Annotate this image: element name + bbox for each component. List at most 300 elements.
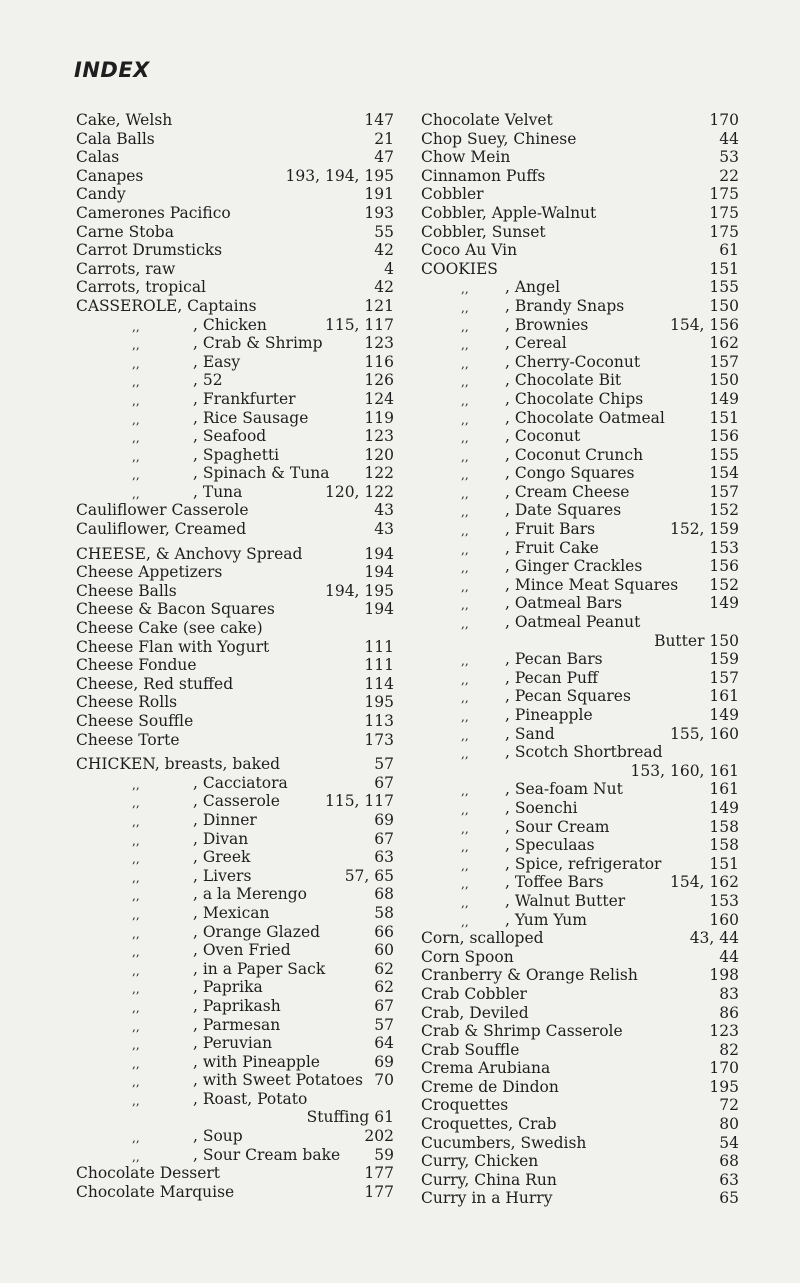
entry-label: Cucumbers, Swedish [421, 1133, 587, 1152]
entry-label: Croquettes, Crab [421, 1115, 557, 1134]
entry-page-numbers: 21 [374, 129, 394, 148]
index-entry [76, 867, 394, 886]
index-entry [76, 619, 394, 638]
entry-page-numbers: 162 [709, 334, 739, 353]
entry-label: , in a Paper Sack [193, 959, 326, 978]
entry-label: Curry in a Hurry [421, 1189, 553, 1208]
ditto-mark: ,, [461, 282, 469, 297]
index-entry [76, 204, 394, 223]
ditto-mark: ,, [132, 393, 140, 408]
ditto-mark: ,, [461, 728, 469, 743]
entry-page-numbers: 72 [719, 1096, 739, 1115]
entry-page-numbers: 43, 44 [689, 929, 739, 948]
entry-page-numbers: 53 [719, 148, 739, 167]
ditto-mark: ,, [132, 468, 140, 483]
entry-label: Cheese Cake (see cake) [76, 619, 263, 638]
entry-label: Camerones Pacifico [76, 203, 231, 222]
index-entry [76, 1053, 394, 1072]
entry-page-numbers: 68 [374, 885, 394, 904]
entry-page-numbers: 194 [364, 544, 394, 563]
entry-label: , Oven Fried [193, 941, 291, 960]
ditto-mark: ,, [132, 431, 140, 446]
ditto-mark: ,, [132, 777, 140, 792]
entry-label: CHICKEN, breasts, baked [76, 755, 281, 774]
entry-page-numbers: 173 [364, 730, 394, 749]
entry-page-numbers: 152 [709, 575, 739, 594]
ditto-mark: ,, [132, 963, 140, 978]
index-entry [76, 1108, 394, 1127]
index-entry [76, 278, 394, 297]
index-entry [421, 873, 739, 892]
index-entry [421, 687, 739, 706]
entry-page-numbers: 120, 122 [324, 482, 394, 501]
entry-page-numbers: 149 [709, 594, 739, 613]
ditto-mark: ,, [132, 1075, 140, 1090]
index-entry [421, 334, 739, 353]
entry-label: Cobbler, Apple-Walnut [421, 203, 597, 222]
entry-label: Curry, Chicken [421, 1152, 539, 1171]
entry-page-numbers: 156 [709, 427, 739, 446]
entry-page-numbers: 63 [374, 848, 394, 867]
entry-page-numbers: 111 [364, 656, 394, 675]
index-entry [421, 557, 739, 576]
entry-page-numbers: 177 [364, 1164, 394, 1183]
index-entry [421, 1171, 739, 1190]
entry-page-numbers: 151 [709, 854, 739, 873]
ditto-mark: ,, [132, 889, 140, 904]
index-entry [76, 130, 394, 149]
index-entry [76, 409, 394, 428]
index-column-left [76, 111, 394, 1201]
index-entry [421, 1004, 739, 1023]
ditto-mark: ,, [132, 1056, 140, 1071]
index-entry [76, 656, 394, 675]
entry-label: , Fruit Bars [505, 520, 596, 539]
ditto-mark: ,, [132, 833, 140, 848]
index-entry [76, 638, 394, 657]
entry-page-numbers: 4 [384, 259, 394, 278]
entry-label: , Mexican [193, 903, 270, 922]
index-entry [421, 316, 739, 335]
index-entry [76, 811, 394, 830]
entry-label: Crab, Deviled [421, 1003, 529, 1022]
entry-page-numbers: 195 [709, 1077, 739, 1096]
entry-page-numbers: 123 [364, 427, 394, 446]
index-entry [76, 693, 394, 712]
index-entry [421, 501, 739, 520]
index-entry [421, 539, 739, 558]
entry-label: Chow Mein [421, 148, 511, 167]
entry-page-numbers: 149 [709, 706, 739, 724]
ditto-mark: ,, [132, 1019, 140, 1034]
entry-page-numbers: 67 [374, 829, 394, 848]
index-entry [421, 1189, 739, 1208]
entry-page-numbers: 191 [364, 185, 394, 204]
index-entry [76, 167, 394, 186]
entry-page-numbers: 177 [364, 1182, 394, 1201]
index-entry [421, 966, 739, 985]
ditto-mark: ,, [461, 319, 469, 334]
index-entry [421, 1022, 739, 1041]
entry-label: Cake, Welsh [76, 111, 173, 129]
index-entry [421, 1115, 739, 1134]
entry-page-numbers: 65 [719, 1189, 739, 1208]
ditto-mark: ,, [461, 821, 469, 836]
entry-page-numbers: 62 [374, 959, 394, 978]
entry-page-numbers: 42 [374, 241, 394, 260]
ditto-mark: ,, [132, 945, 140, 960]
entry-page-numbers: 43 [374, 520, 394, 539]
ditto-mark: ,, [461, 617, 469, 632]
entry-page-numbers: 54 [719, 1133, 739, 1152]
entry-label: , Roast, Potato [193, 1089, 308, 1108]
entry-label: , Orange Glazed [193, 922, 321, 941]
entry-label: Crema Arubiana [421, 1059, 551, 1078]
entry-label: COOKIES [421, 259, 498, 278]
entry-label: , Speculaas [505, 836, 595, 855]
entry-page-numbers: 159 [709, 650, 739, 669]
ditto-mark: ,, [461, 412, 469, 427]
entry-label: , Mince Meat Squares [505, 575, 679, 594]
ditto-mark: ,, [461, 524, 469, 539]
ditto-mark: ,, [461, 710, 469, 724]
index-entry [76, 148, 394, 167]
entry-label: , Pecan Squares [505, 687, 631, 706]
entry-page-numbers: 111 [364, 637, 394, 656]
entry-label: , Ginger Crackles [505, 557, 643, 576]
entry-label: Cheese Rolls [76, 693, 178, 712]
index-entry [76, 483, 394, 502]
entry-page-numbers: 161 [709, 780, 739, 799]
entry-page-numbers: 57 [374, 755, 394, 774]
entry-page-numbers: 124 [364, 389, 394, 408]
entry-label: , Rice Sausage [193, 408, 309, 427]
index-entry [76, 755, 394, 774]
entry-page-numbers: 64 [374, 1034, 394, 1053]
entry-page-numbers: 60 [374, 941, 394, 960]
entry-page-numbers: 151 [709, 259, 739, 278]
entry-label: , Crab & Shrimp [193, 334, 323, 353]
ditto-mark: ,, [132, 1131, 140, 1146]
entry-label: , Oatmeal Bars [505, 594, 623, 613]
entry-label: , Casserole [193, 792, 280, 811]
index-entry [76, 848, 394, 867]
index-entry [76, 520, 394, 539]
entry-page-numbers: 153, 160, 161 [630, 761, 739, 780]
entry-page-numbers: 59 [374, 1145, 394, 1164]
index-entry [421, 780, 739, 799]
entry-label: Cheese Flan with Yogurt [76, 637, 270, 656]
ditto-mark: ,, [132, 449, 140, 464]
entry-label: , Dinner [193, 810, 257, 829]
entry-label: Corn Spoon [421, 947, 514, 966]
entry-page-numbers: 175 [709, 203, 739, 222]
entry-label: , Seafood [193, 427, 267, 446]
entry-label: Chocolate Dessert [76, 1164, 221, 1183]
index-entry [421, 520, 739, 539]
index-entry [76, 1127, 394, 1146]
entry-label: Cheese Balls [76, 581, 177, 600]
entry-label: , Cream Cheese [505, 482, 630, 501]
entry-label: , Chocolate Chips [505, 389, 644, 408]
ditto-mark: ,, [461, 561, 469, 576]
entry-page-numbers: 57 [374, 1015, 394, 1034]
entry-page-numbers: 58 [374, 903, 394, 922]
index-entry [421, 390, 739, 409]
entry-label: , Easy [193, 352, 241, 371]
index-entry [421, 706, 739, 725]
entry-label: , Fruit Cake [505, 538, 599, 557]
index-entry [421, 353, 739, 372]
entry-page-numbers: 115, 117 [324, 792, 394, 811]
entry-label: , with Sweet Potatoes [193, 1071, 363, 1090]
index-entry [76, 464, 394, 483]
ditto-mark: ,, [461, 691, 469, 706]
index-entry [76, 241, 394, 260]
index-entry [76, 978, 394, 997]
entry-page-numbers: 193, 194, 195 [285, 166, 394, 185]
entry-label: Carne Stoba [76, 222, 174, 241]
index-entry [421, 836, 739, 855]
entry-page-numbers: 155, 160 [669, 724, 739, 743]
index-entry [421, 111, 739, 130]
entry-label: , Soenchi [505, 798, 578, 817]
ditto-mark: ,, [132, 852, 140, 867]
entry-page-numbers: 123 [364, 334, 394, 353]
entry-page-numbers: 202 [364, 1127, 394, 1146]
entry-page-numbers: 66 [374, 922, 394, 941]
ditto-mark: ,, [461, 393, 469, 408]
ditto-mark: ,, [132, 375, 140, 390]
index-entry [76, 774, 394, 793]
index-entry [76, 563, 394, 582]
index-entry [421, 204, 739, 223]
entry-page-numbers: 119 [364, 408, 394, 427]
entry-label: Coco Au Vin [421, 241, 518, 260]
entry-label: Cala Balls [76, 129, 155, 148]
index-entry [76, 1183, 394, 1202]
entry-page-numbers: 149 [709, 798, 739, 817]
entry-page-numbers: 154, 156 [669, 315, 739, 334]
entry-label: Crab & Shrimp Casserole [421, 1022, 623, 1041]
index-entry [76, 712, 394, 731]
entry-page-numbers: 115, 117 [324, 315, 394, 334]
index-entry [76, 1071, 394, 1090]
entry-label: , Paprikash [193, 996, 281, 1015]
ditto-mark: ,, [132, 814, 140, 829]
entry-label: , Pineapple [505, 706, 593, 724]
ditto-mark: ,, [461, 449, 469, 464]
entry-label: , Peruvian [193, 1034, 273, 1053]
entry-page-numbers: 149 [709, 389, 739, 408]
index-entry [421, 130, 739, 149]
index-entry [421, 948, 739, 967]
index-entry [76, 545, 394, 564]
index-entry [421, 483, 739, 502]
index-entry [76, 675, 394, 694]
entry-label: , Livers [193, 866, 252, 885]
entry-label: , Cherry-Coconut [505, 352, 641, 371]
entry-page-numbers: 70 [374, 1071, 394, 1090]
entry-label: Carrots, raw [76, 259, 176, 278]
index-entry [421, 148, 739, 167]
entry-label: Cheese & Bacon Squares [76, 600, 275, 619]
ditto-mark: ,, [461, 505, 469, 520]
entry-page-numbers: 61 [719, 241, 739, 260]
entry-page-numbers: 82 [719, 1040, 739, 1059]
index-entry [421, 855, 739, 874]
ditto-mark: ,, [461, 858, 469, 873]
index-entry [421, 167, 739, 186]
ditto-mark: ,, [461, 840, 469, 855]
entry-label: , Oatmeal Peanut [505, 613, 641, 632]
entry-label: , Cereal [505, 334, 567, 353]
index-entry [76, 1016, 394, 1035]
index-entry [421, 613, 739, 632]
index-entry [76, 1164, 394, 1183]
entry-label: , Scotch Shortbread [505, 743, 663, 762]
ditto-mark: ,, [132, 796, 140, 811]
index-entry [76, 997, 394, 1016]
ditto-mark: ,, [132, 1000, 140, 1015]
entry-page-numbers: 44 [719, 129, 739, 148]
entry-label: Cranberry & Orange Relish [421, 966, 638, 985]
entry-label: Cobbler [421, 185, 484, 204]
entry-page-numbers: 170 [709, 111, 739, 129]
entry-page-numbers: 155 [709, 445, 739, 464]
index-entry [76, 111, 394, 130]
index-entry [421, 260, 739, 279]
entry-page-numbers: 194 [364, 600, 394, 619]
entry-label: , Chicken [193, 315, 267, 334]
entry-page-numbers: 121 [364, 296, 394, 315]
index-entry [76, 427, 394, 446]
index-entry [76, 1146, 394, 1165]
entry-label: Canapes [76, 166, 144, 185]
index-entry [76, 600, 394, 619]
entry-page-numbers: 158 [709, 817, 739, 836]
entry-page-numbers: 86 [719, 1003, 739, 1022]
entry-label: Carrots, tropical [76, 278, 207, 297]
entry-label: , Pecan Puff [505, 668, 599, 687]
entry-label: , Paprika [193, 978, 263, 997]
entry-label: , Congo Squares [505, 464, 635, 483]
entry-page-numbers: 83 [719, 984, 739, 1003]
entry-label: , Soup [193, 1127, 243, 1146]
entry-page-numbers: 63 [719, 1170, 739, 1189]
entry-page-numbers: 175 [709, 222, 739, 241]
entry-label: Cobbler, Sunset [421, 222, 546, 241]
entry-label: , Toffee Bars [505, 873, 604, 892]
ditto-mark: ,, [132, 907, 140, 922]
entry-label: Crab Souffle [421, 1040, 520, 1059]
ditto-mark: ,, [461, 375, 469, 390]
index-entry [421, 464, 739, 483]
index-entry [76, 390, 394, 409]
entry-label: Curry, China Run [421, 1170, 557, 1189]
entry-page-numbers: 116 [364, 352, 394, 371]
index-entry [421, 892, 739, 911]
entry-label: , Spice, refrigerator [505, 854, 662, 873]
entry-page-numbers: 194 [364, 563, 394, 582]
ditto-mark: ,, [461, 784, 469, 799]
ditto-mark: ,, [132, 870, 140, 885]
entry-label: , Cacciatora [193, 773, 288, 792]
index-entry [421, 1059, 739, 1078]
entry-label: , Chocolate Oatmeal [505, 408, 665, 427]
entry-label: , Coconut Crunch [505, 445, 644, 464]
entry-label: , Parmesan [193, 1015, 281, 1034]
entry-label: Cheese Appetizers [76, 563, 223, 582]
entry-page-numbers: 120 [364, 445, 394, 464]
ditto-mark: ,, [461, 579, 469, 594]
entry-page-numbers: 122 [364, 464, 394, 483]
ditto-mark: ,, [132, 356, 140, 371]
index-entry [421, 911, 739, 930]
entry-page-numbers: 68 [719, 1152, 739, 1171]
entry-page-numbers: 193 [364, 203, 394, 222]
entry-label: , Greek [193, 848, 251, 867]
entry-label: Carrot Drumsticks [76, 241, 223, 260]
entry-page-numbers: 151 [709, 408, 739, 427]
index-entry [421, 297, 739, 316]
entry-label: , Angel [505, 278, 561, 297]
ditto-mark: ,, [461, 486, 469, 501]
entry-label: , a la Merengo [193, 885, 308, 904]
entry-page-numbers: 43 [374, 501, 394, 520]
entry-page-numbers: 67 [374, 996, 394, 1015]
index-entry [76, 297, 394, 316]
index-entry [76, 334, 394, 353]
index-entry [76, 1090, 394, 1109]
index-entry [76, 316, 394, 335]
entry-label: Cauliflower Casserole [76, 501, 249, 520]
ditto-mark: ,, [132, 486, 140, 501]
entry-label: , Sour Cream [505, 817, 610, 836]
index-entry [421, 929, 739, 948]
index-entry [76, 446, 394, 465]
entry-label: Cheese, Red stuffed [76, 674, 234, 693]
entry-label: Cheese Fondue [76, 656, 197, 675]
index-entry [76, 353, 394, 372]
entry-label: Crab Cobbler [421, 984, 527, 1003]
entry-page-numbers: 153 [709, 538, 739, 557]
entry-page-numbers: 156 [709, 557, 739, 576]
ditto-mark: ,, [132, 412, 140, 427]
entry-label: , Walnut Butter [505, 891, 626, 910]
entry-page-numbers: 175 [709, 185, 739, 204]
ditto-mark: ,, [461, 877, 469, 892]
index-entry [421, 278, 739, 297]
index-entry [421, 446, 739, 465]
ditto-mark: ,, [461, 338, 469, 353]
ditto-mark: ,, [132, 338, 140, 353]
index-entry [76, 960, 394, 979]
index-entry [421, 1152, 739, 1171]
ditto-mark: ,, [461, 654, 469, 669]
entry-label: , Chocolate Bit [505, 371, 622, 390]
index-entry [76, 941, 394, 960]
entry-page-numbers: 69 [374, 1052, 394, 1071]
entry-page-numbers: 157 [709, 482, 739, 501]
index-entry [421, 223, 739, 242]
entry-page-numbers: 150 [709, 371, 739, 390]
ditto-mark: ,, [461, 598, 469, 613]
entry-page-numbers: 155 [709, 278, 739, 297]
ditto-mark: ,, [461, 747, 469, 762]
index-entry [421, 241, 739, 260]
entry-page-numbers: 194, 195 [324, 581, 394, 600]
